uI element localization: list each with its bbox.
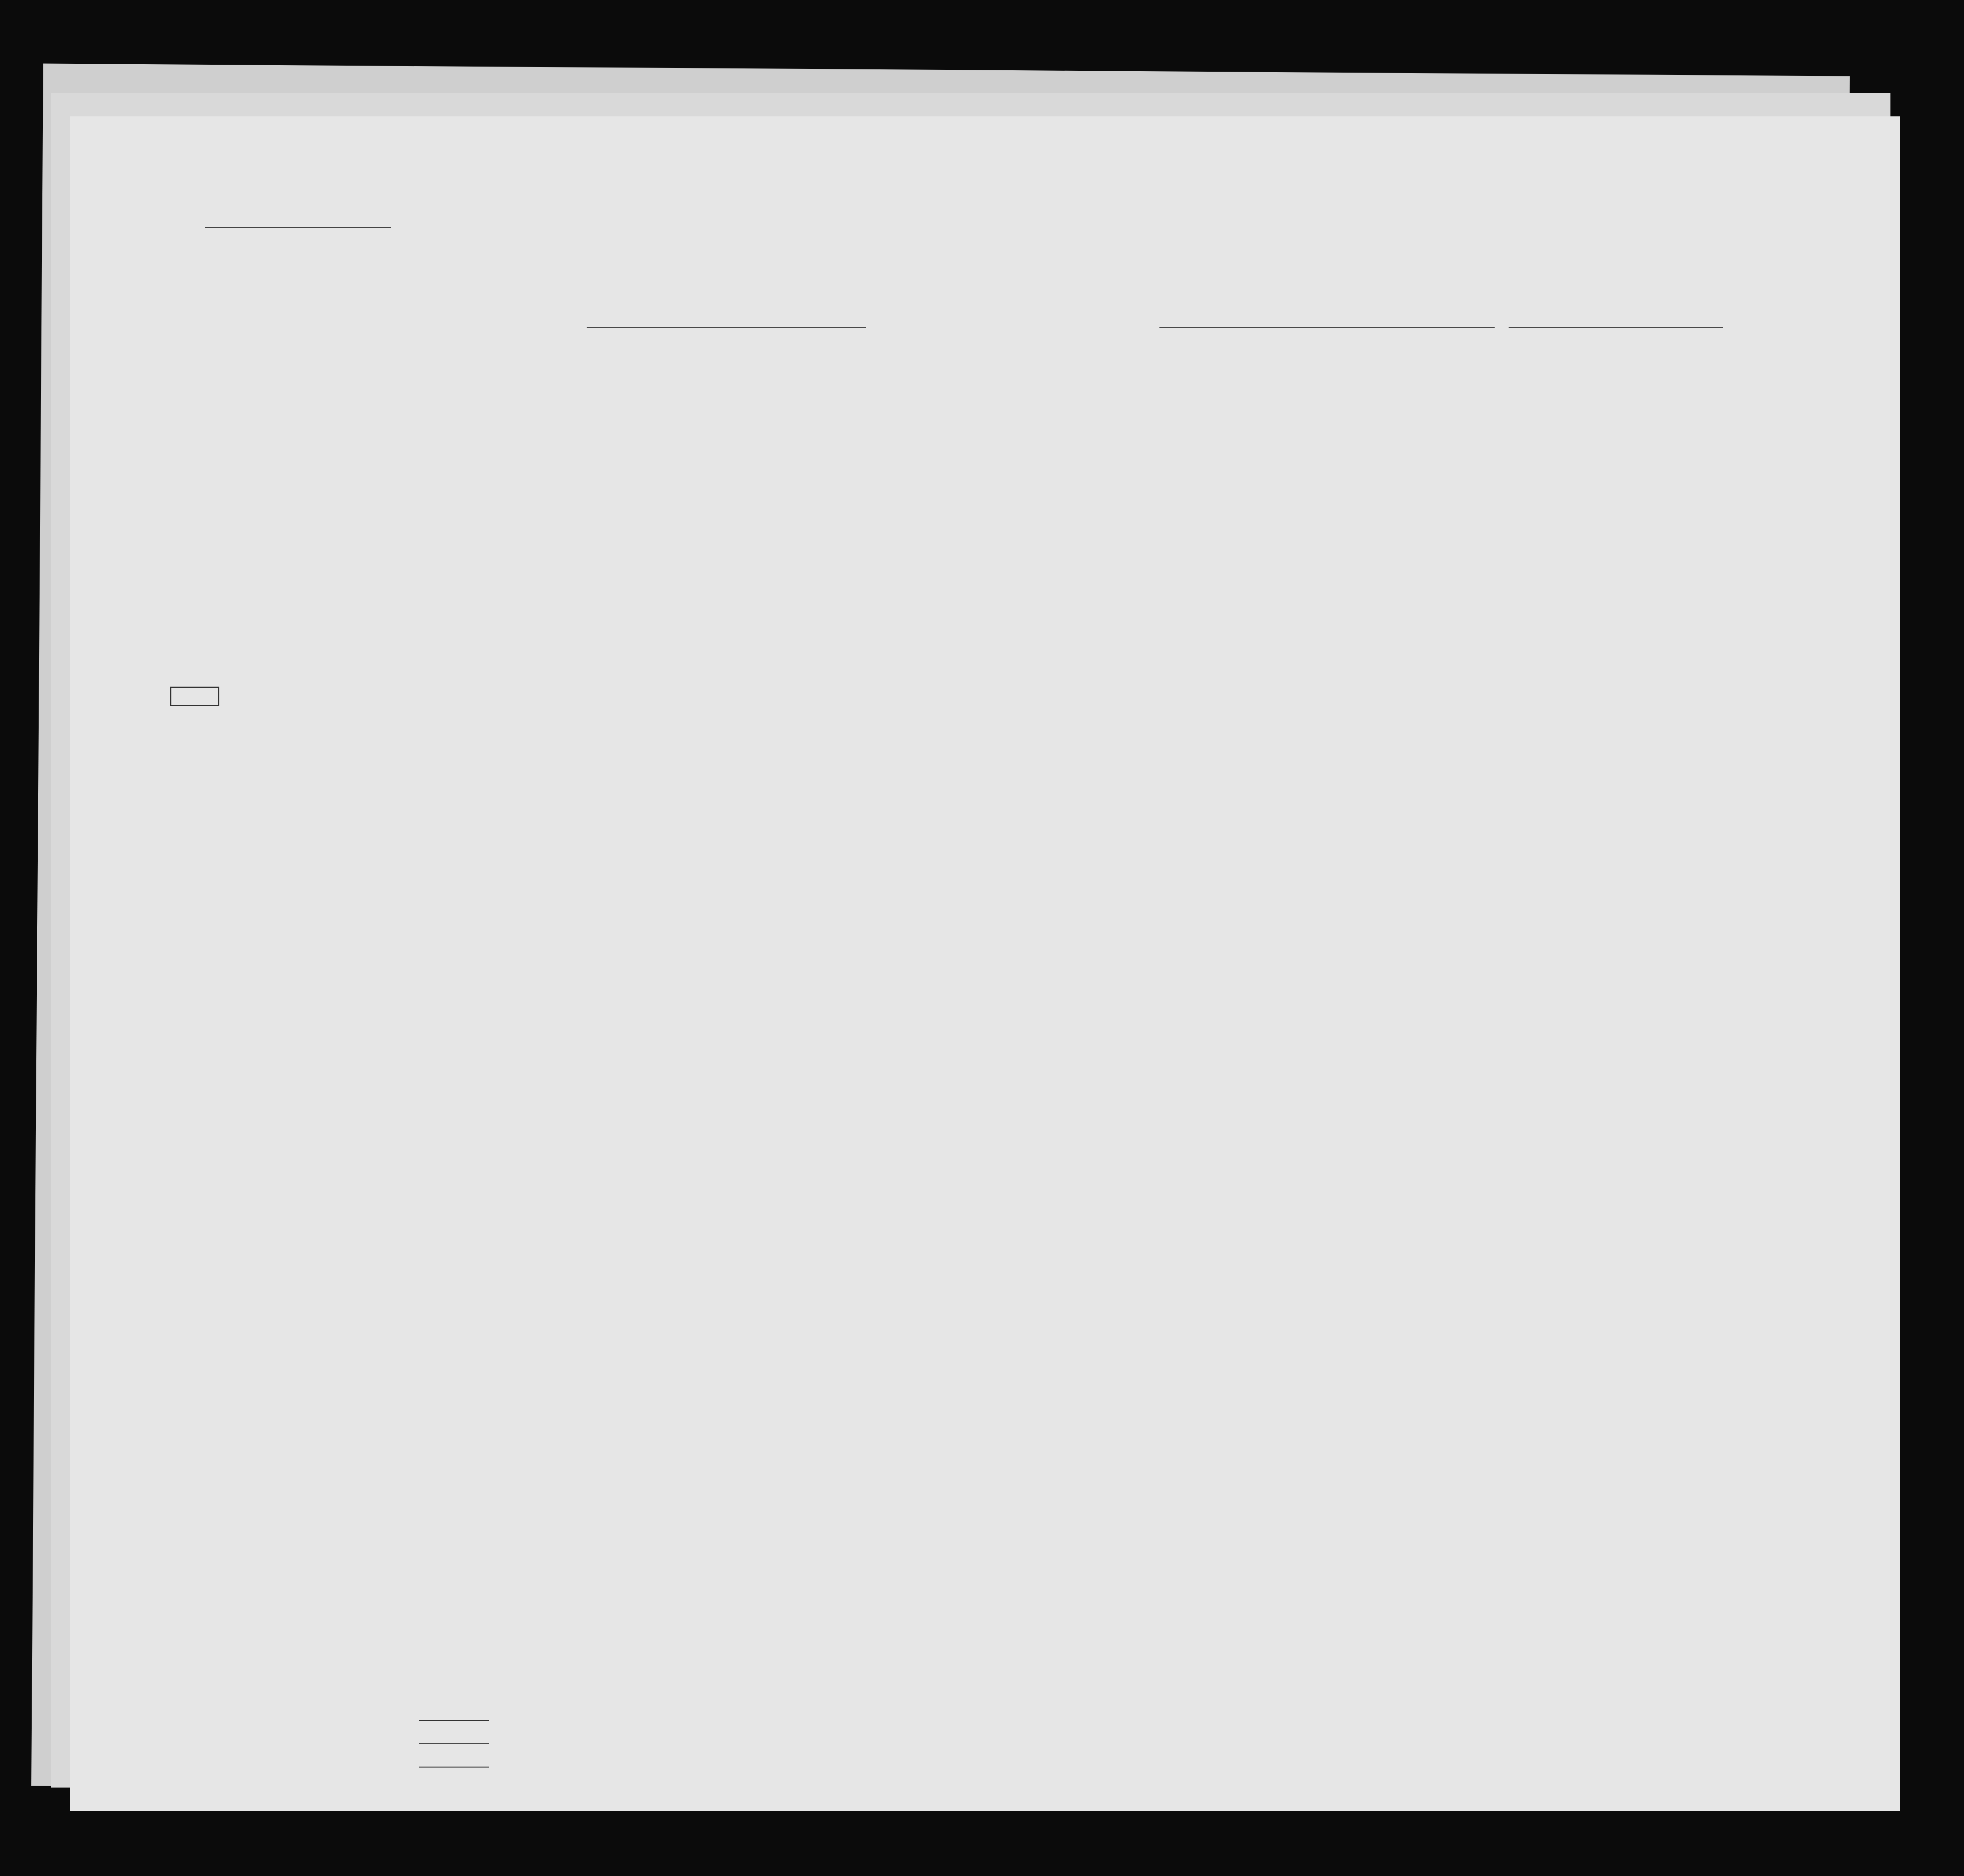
citizens-underline (419, 1743, 489, 1744)
aliens-underline (419, 1767, 489, 1768)
total-underline (419, 1720, 489, 1721)
port-underline (1159, 327, 1495, 328)
head-tax-usc-stamp (170, 687, 219, 706)
list-underline (205, 227, 391, 228)
date-underline (1509, 327, 1723, 328)
ship-underline (587, 327, 866, 328)
manifest-sheet (70, 116, 1900, 1811)
